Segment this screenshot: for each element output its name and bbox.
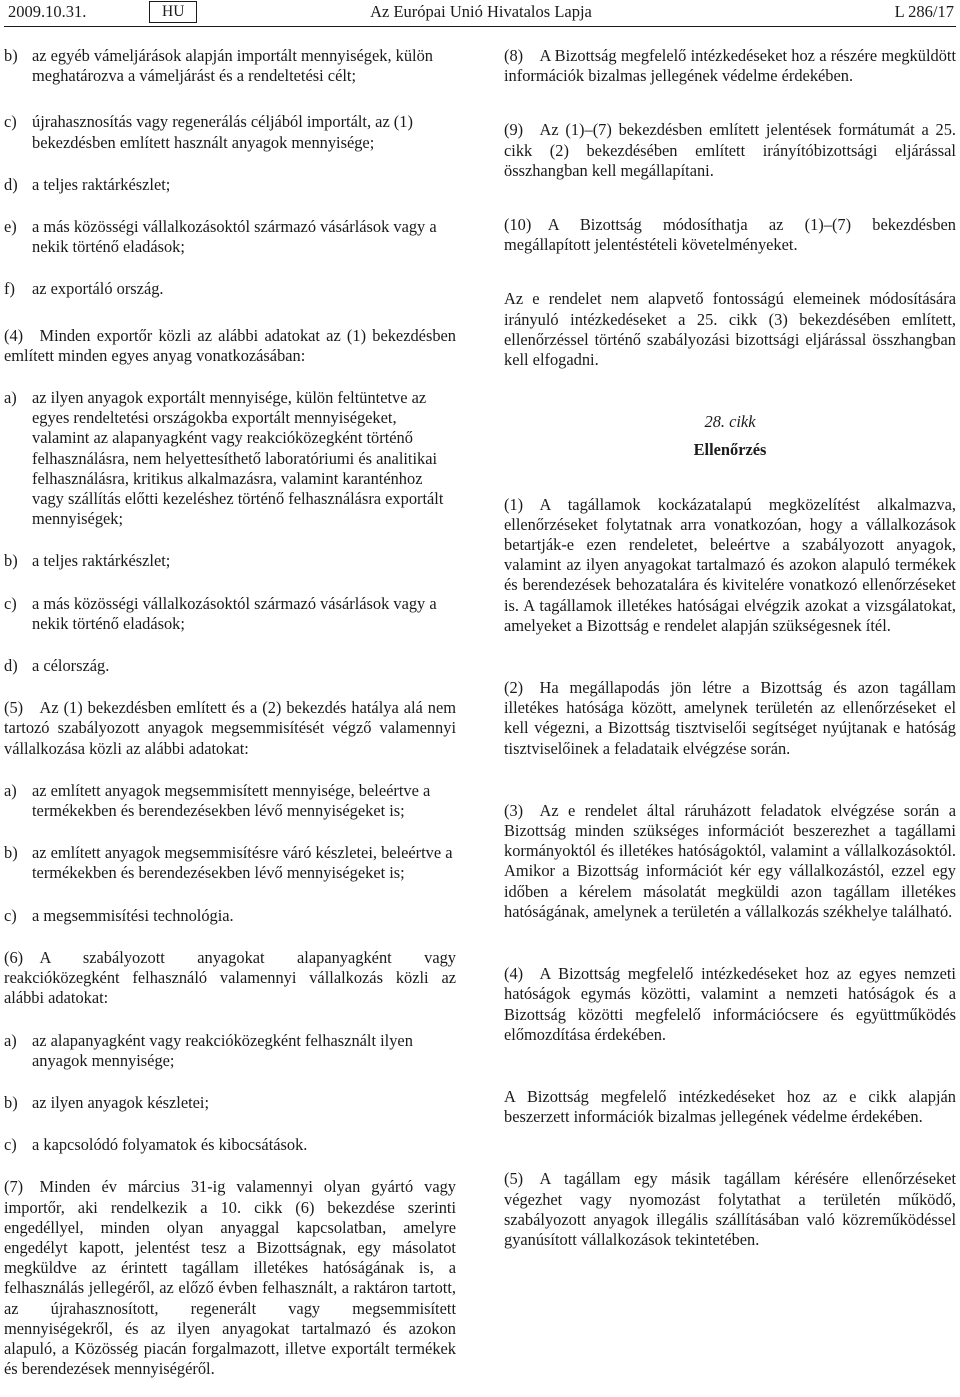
item-label: b) <box>4 46 18 65</box>
list-item <box>4 843 456 883</box>
list-item <box>4 388 456 529</box>
left-column <box>4 46 456 1397</box>
list-item <box>4 217 456 257</box>
item-text: a teljes raktárkészlet; <box>32 174 171 194</box>
article-paragraph-5: (5) A tagállam egy másik tagállam kérésére ellenőrzéseket végezhet vagy nyomozást folytathat a területén működő, szabályozott anyagok illegális szállításában való közreműködéssel gyanúsított vállalkozások tekintetében. <box>504 1169 956 1249</box>
article-number: 28. cikk <box>704 412 756 432</box>
page-header <box>4 0 958 26</box>
publication-date: 2009.10.31. <box>8 2 87 21</box>
item-label: b) <box>4 551 18 571</box>
item-text: az említett anyagok megsemmisített mennyisége, beleértve a termékekben és berendezésekben lévő mennyiségeket is; <box>32 780 431 821</box>
header-rule <box>4 26 956 27</box>
item-label: c) <box>4 905 17 925</box>
item-text: a más közösségi vállalkozásoktól származó vásárlások vagy a nekik történő eladások; <box>32 593 437 633</box>
item-label: a) <box>4 1030 17 1050</box>
article-paragraph-2: (2) Ha megállapodás jön létre a Bizottság és azon tagállam illetékes hatósága között, amelynek területén az ellenőrzéseket el kell végezni, a Bizottság tisztviselői segítséget nyújtanak e hatóság tisztviselőinek a feladataik elvégzése során. <box>504 678 956 758</box>
item-label: d) <box>4 656 18 676</box>
item-label: a) <box>4 388 17 408</box>
list-item <box>4 1031 456 1071</box>
list-item <box>4 1135 456 1155</box>
paragraph-7: (7) Minden év március 31-ig valamennyi olyan gyártó vagy importőr, aki rendelkezik a 10. cikk (6) bekezdése szerinti engedéllyel, minden olyan anyaggal kapcsolatban, amelyre engedélyt kapott, jelentést tesz a Bizottságnak, egy másolatot megküldve az érintett tagállam illetékes hatóságának is, a felhasználás jellegéről, az előző évben felhasznált, a raktáron tartott, az újrahasznosított, regenerált vagy megsemmisített mennyiségekről, és az ilyen anyagokat tartalmazó és azokon alapuló, a Közösség piacán forgalmazott, illetve exportált termékek és berendezések mennyiségéről. <box>4 1177 456 1379</box>
paragraph-8: (8) A Bizottság megfelelő intézkedéseket hoz a részére megküldött információk bizalmas jellegének védelme érdekében. <box>504 46 956 86</box>
item-label: e) <box>4 217 17 237</box>
article-title: Ellenőrzés <box>693 440 767 460</box>
item-label: b) <box>4 843 18 863</box>
item-label: c) <box>4 1135 17 1155</box>
article-paragraph-1: (1) A tagállamok kockázatalapú megközelítést alkalmazva, ellenőrzéseket folytatnak arra vonatkozóan, hogy a vállalkozások betartják-e ezen rendeletet, beleértve a szabályozott anyagok, valamint az ilyen anyagokat tartalmazó és azokon alapuló termékek és berendezések behozatalára és kivitelére vonatkozó ellenőrzéseket is. A tagállamok illetékes hatóságai elvégzik azokat a vizsgálatokat, amelyeket a Bizottság e rendelet alapján szükségesnek ítél. <box>504 494 956 635</box>
item-text: az egyéb vámeljárások alapján importált mennyiségek, külön meghatározva a vámeljárást és a rendeltetési célt; <box>32 46 433 86</box>
list-item <box>4 279 456 299</box>
language-badge: HU <box>149 1 197 23</box>
list-item <box>4 551 456 571</box>
item-text: az alapanyagként vagy reakcióközegként felhasznált ilyen anyagok mennyisége; <box>32 1030 413 1070</box>
item-label: f) <box>4 279 15 299</box>
list-item <box>4 112 456 152</box>
item-text: a teljes raktárkészlet; <box>32 551 171 571</box>
item-text: az ilyen anyagok exportált mennyisége, külön feltüntetve az egyes rendeltetési országokba exportált mennyiségeket, valamint az alapanyagként vagy reakcióközegként történő felhasználásra, nem helyettesíthető laboratóriumi és analitikai felhasználásra, kritikus alkalmazásra, valamint karanténhoz vagy szállítás előtti kezeléshez történő felhasználásra exportált mennyiségek; <box>32 388 444 529</box>
item-text: a célország. <box>32 656 110 676</box>
list-item <box>4 175 456 195</box>
item-text: újrahasznosítás vagy regenerálás céljából importált, az (1) bekezdésben említett használt anyagok mennyisége; <box>32 112 413 152</box>
list-item <box>4 656 456 676</box>
list-item <box>4 781 456 821</box>
item-text: a megsemmisítési technológia. <box>32 905 234 925</box>
journal-title: Az Európai Unió Hivatalos Lapja <box>370 2 592 21</box>
paragraph-10: (10) A Bizottság módosíthatja az (1)–(7) bekezdésben megállapított jelentéstételi követelményeket. <box>504 215 956 255</box>
closing-paragraph: Az e rendelet nem alapvető fontosságú elemeinek módosítására irányuló intézkedéseket a 25. cikk (3) bekezdésében említett, ellenőrzéssel történő szabályozási bizottsági eljárással összhangban kell elfogadni. <box>504 289 956 370</box>
paragraph-4: (4) Minden exportőr közli az alábbi adatokat az (1) bekezdésben említett minden egyes anyag vonatkozásában: <box>4 325 456 365</box>
item-text: az említett anyagok megsemmisítésre váró készletei, beleértve a termékekben és berendezésekben lévő mennyiségeket is; <box>32 843 453 883</box>
article-closing: A Bizottság megfelelő intézkedéseket hoz az e cikk alapján beszerzett információk bizalmas jellegének védelme érdekében. <box>504 1086 956 1127</box>
item-label: b) <box>4 1092 18 1112</box>
right-column <box>504 46 956 1268</box>
item-label: c) <box>4 593 17 613</box>
item-text: a kapcsolódó folyamatok és kibocsátások. <box>32 1135 308 1155</box>
article-paragraph-3: (3) Az e rendelet által ráruházott feladatok elvégzése során a Bizottság minden szükséges információt beszerezhet a tagállami kormányoktól és illetékes hatóságoktól, valamint a vállalkozásoktól. Amikor a Bizottság információt kér egy vállalkozástól, ezzel egy időben a kérelem másolatát megküldi azon tagállam illetékes hatóságának, amelynek a területén a vállalkozás székhelye található. <box>504 800 956 921</box>
item-text: a más közösségi vállalkozásoktól származó vásárlások vagy a nekik történő eladások; <box>32 217 437 257</box>
article-paragraph-4: (4) A Bizottság megfelelő intézkedéseket hoz az egyes nemzeti hatóságok egymás közötti, valamint a nemzeti hatóságok és a Bizottság közötti megfelelő információcsere és együttműködés előmozdítása érdekében. <box>504 964 956 1044</box>
list-item <box>4 1093 456 1113</box>
paragraph-5: (5) Az (1) bekezdésben említett és a (2) bekezdés hatálya alá nem tartozó szabályozott anyagok megsemmisítését végző valamennyi vállalkozása közli az alábbi adatokat: <box>4 698 456 758</box>
list-item <box>4 906 456 926</box>
item-text: az exportáló ország. <box>32 279 164 299</box>
paragraph-9: (9) Az (1)–(7) bekezdésben említett jelentések formátumát a 25. cikk (2) bekezdésében említett irányítóbizottsági eljárással összhangban kell megállapítani. <box>504 120 956 180</box>
paragraph-6: (6) A szabályozott anyagokat alapanyagként vagy reakcióközegként felhasználó valamennyi vállalkozás közli az alábbi adatokat: <box>4 947 456 1008</box>
item-text: az ilyen anyagok készletei; <box>32 1092 210 1112</box>
list-item <box>4 46 456 86</box>
item-label: d) <box>4 174 18 194</box>
page-number: L 286/17 <box>894 2 954 21</box>
list-item <box>4 594 456 634</box>
item-label: a) <box>4 780 17 800</box>
item-label: c) <box>4 112 17 132</box>
